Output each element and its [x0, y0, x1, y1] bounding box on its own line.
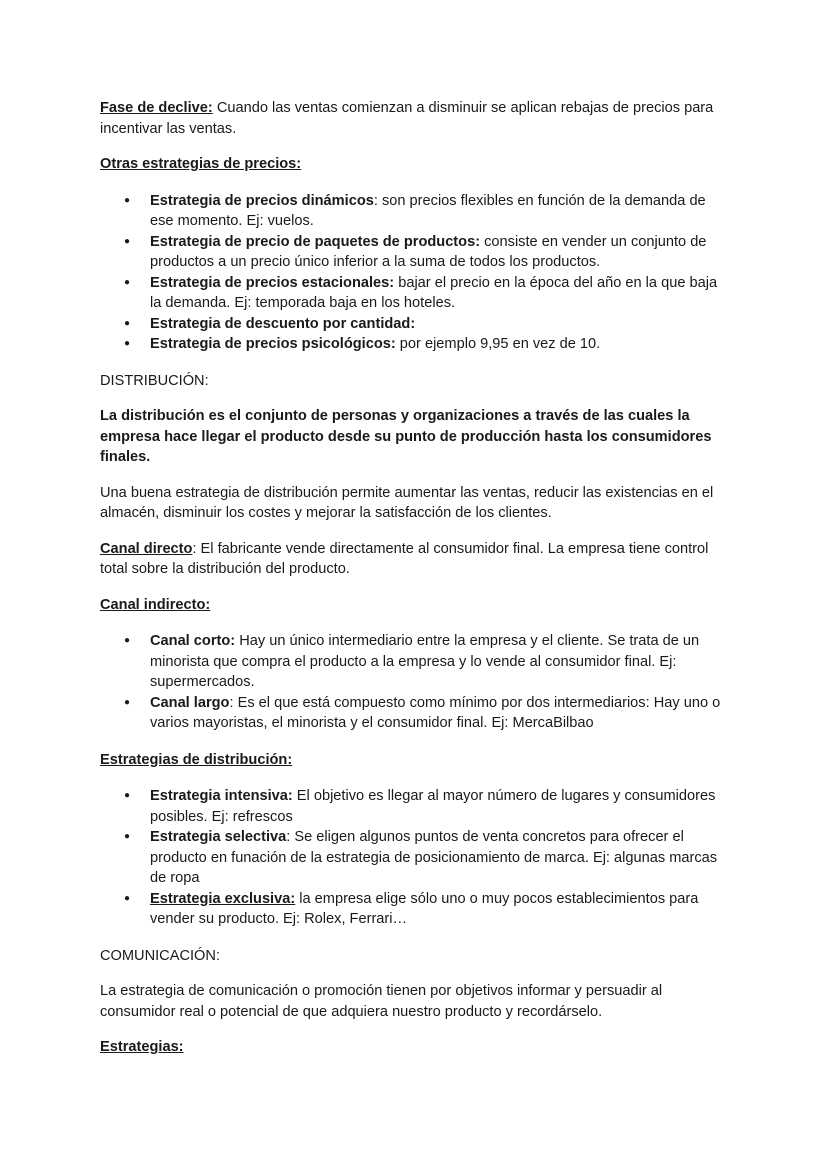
communication-heading: COMUNICACIÓN: [100, 947, 220, 964]
decline-text: Cuando las ventas comienzan a disminuir se aplican rebajas de precios para incentivar las ventas. [100, 100, 714, 137]
list-item: ● Estrategia intensiva: El objetivo es llegar al mayor número de lugares y consumidores posibles. Ej: refrescos [100, 786, 730, 827]
distribution-definition: La distribución es el conjunto de personas y organizaciones a través de las cuales la empresa hace llegar el producto desde su punto de producción hasta los consumidores finales. [100, 408, 712, 465]
communication-text: La estrategia de comunicación o promoción tienen por objetivos informar y persuadir al consumidor real o potencial de que adquiera nuestro producto y recordárselo. [100, 983, 663, 1020]
list-item: ● Estrategia selectiva: Se eligen algunos puntos de venta concretos para ofrecer el producto en funación de la estrategia de posicionamiento de marca. Ej: algunas marcas de ropa [100, 827, 730, 889]
list-item: ● Estrategia exclusiva: la empresa elige sólo uno o muy pocos establecimientos para vender su producto. Ej: Rolex, Ferrari… [100, 889, 730, 930]
list-item: ● Canal largo: Es el que está compuesto como mínimo por dos intermediarios: Hay uno o varios mayoristas, el minorista y el consumidor final. Ej: MercaBilbao [100, 693, 730, 734]
list-item: ● Estrategia de precios estacionales: bajar el precio en la época del año en la que baja la demanda. Ej: temporada baja en los hoteles. [100, 273, 730, 314]
list-item: ● Estrategia de precios psicológicos: por ejemplo 9,95 en vez de 10. [100, 334, 730, 355]
list-item: ● Estrategia de precios dinámicos: son precios flexibles en función de la demanda de ese momento. Ej: vuelos. [100, 191, 730, 232]
direct-channel-title: Canal directo [100, 540, 193, 557]
decline-title: Fase de declive: [100, 100, 213, 116]
list-item: ● Canal corto: Hay un único intermediario entre la empresa y el cliente. Se trata de un minorista que compra el producto a la empresa y lo vende al consumidor final. Ej: supermercados. [100, 631, 730, 693]
indirect-channel-title: Canal indirecto: [100, 596, 211, 613]
list-item: ● Estrategia de descuento por cantidad: [100, 314, 730, 335]
indirect-channel-list [100, 631, 730, 734]
list-item: ● Estrategia de precio de paquetes de productos: consiste en vender un conjunto de productos a un precio único inferior a la suma de todos los productos. [100, 232, 730, 273]
direct-channel-paragraph: Canal directo: El fabricante vende directamente al consumidor final. La empresa tiene control total sobre la distribución del producto. [100, 540, 709, 577]
distribution-strategy-list [100, 786, 730, 930]
other-pricing-title: Otras estrategias de precios: [100, 156, 302, 172]
distribution-strategies-title: Estrategias de distribución: [100, 751, 293, 768]
document-page [100, 98, 730, 1058]
pricing-strategy-list [100, 191, 730, 355]
distribution-heading: DISTRIBUCIÓN: [100, 372, 209, 389]
decline-paragraph [100, 98, 730, 139]
distribution-benefit: Una buena estrategia de distribución permite aumentar las ventas, reducir las existencias en el almacén, disminuir los costes y mejorar la satisfacción de los clientes. [100, 484, 714, 521]
communication-strategies-title: Estrategias: [100, 1039, 184, 1055]
